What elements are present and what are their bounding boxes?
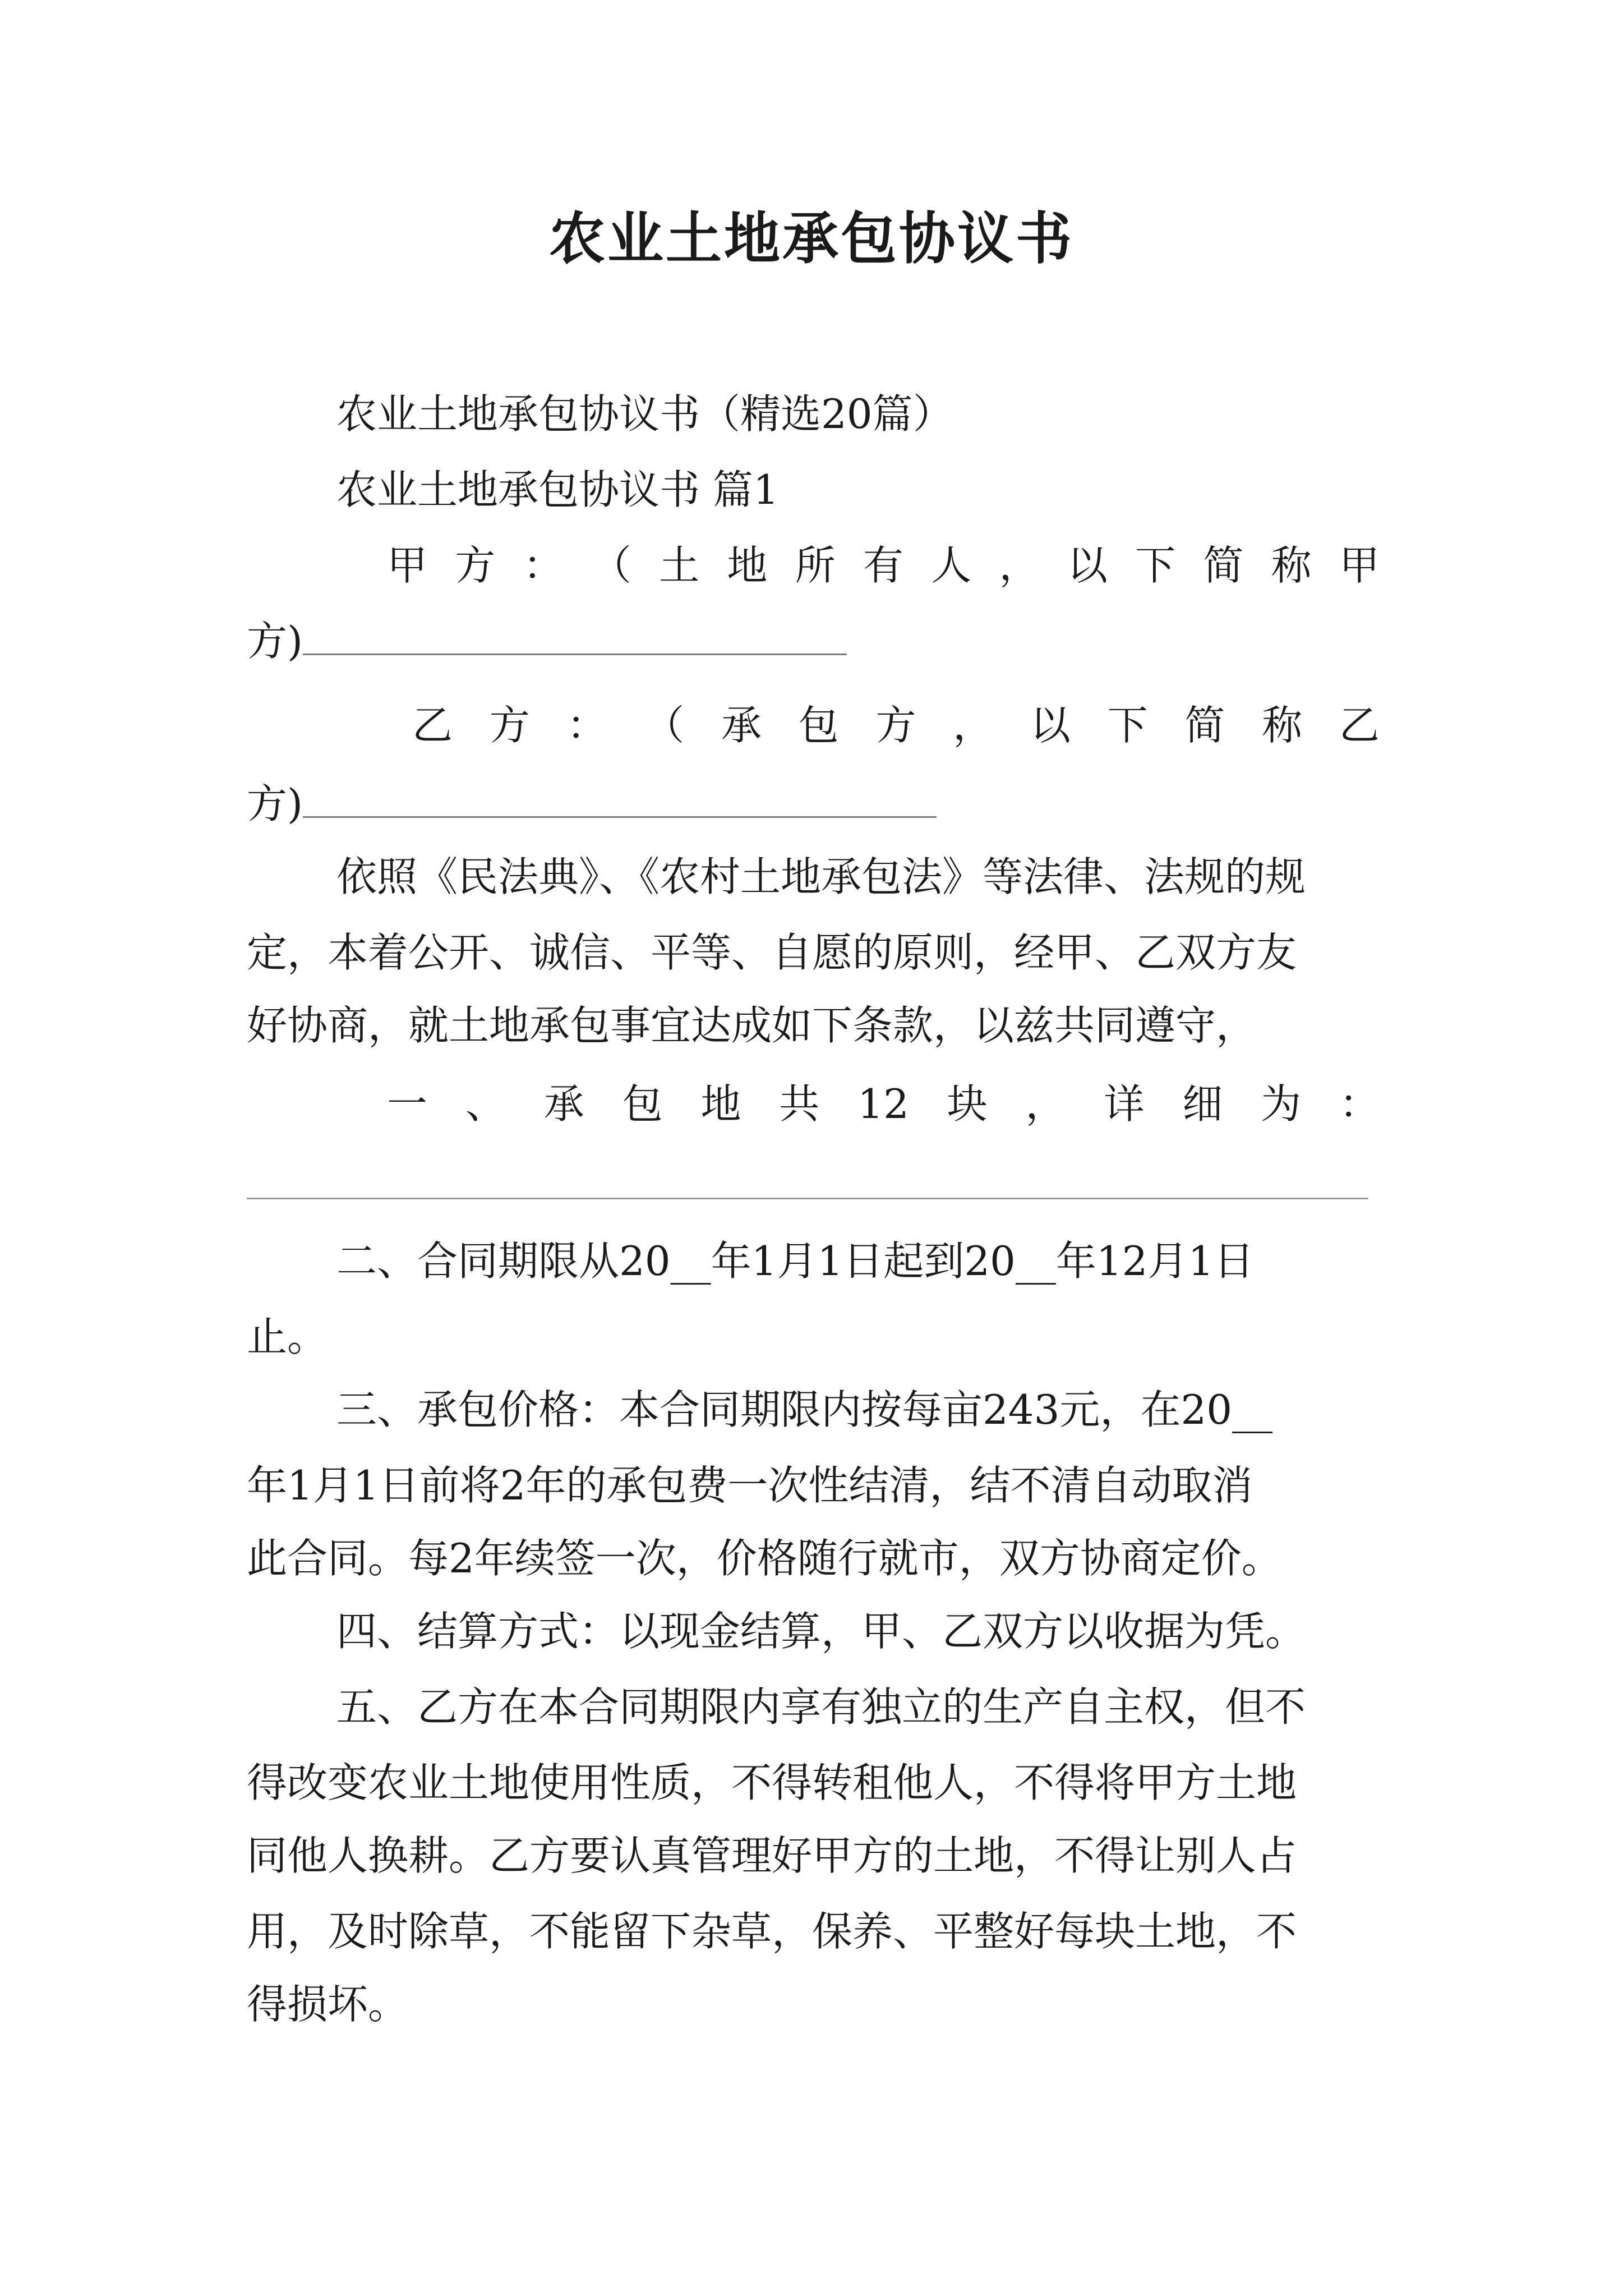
clause-1-blank-line (247, 1198, 1368, 1199)
clause-1-char: 12 (857, 1080, 909, 1128)
party-b-cont-text: 方) (247, 780, 303, 827)
party-a-continuation (247, 614, 847, 668)
clause-1-char: 包 (622, 1080, 663, 1128)
clause-2-line-2: 止。 (247, 1313, 328, 1360)
clause-1-char: 地 (700, 1080, 741, 1128)
party-a-char: 简 (1203, 542, 1244, 589)
party-b-char: 以 (1030, 702, 1071, 749)
clause-1-char: 块 (947, 1080, 988, 1128)
clause-5-line-3: 同他人换耕。乙方要认真管理好甲方的土地，不得让别人占 (247, 1832, 1297, 1879)
party-b-char: 承 (721, 702, 762, 749)
party-b-char: 包 (798, 702, 839, 749)
intro-line-1: 依照《民法典》、《农村土地承包法》等法律、法规的规 (336, 853, 1306, 900)
party-a-char: 甲 (1339, 542, 1380, 589)
clause-4-line: 四、结算方式：以现金结算，甲、乙双方以收据为凭。 (336, 1608, 1306, 1655)
clause-5-line-2: 得改变农业土地使用性质，不得转租他人，不得将甲方土地 (247, 1759, 1297, 1806)
party-a-line (387, 539, 1380, 592)
party-a-char: 下 (1135, 542, 1176, 589)
clause-1-char: 为 (1261, 1080, 1302, 1128)
clause-1-char: 详 (1104, 1080, 1145, 1128)
clause-3-line-2: 年1月1日前将2年的承包费一次性结清，结不清自动取消 (247, 1462, 1253, 1509)
party-a-char: 人 (931, 542, 972, 589)
section-heading: 农业土地承包协议书 篇1 (336, 466, 779, 513)
party-b-char: 下 (1107, 702, 1148, 749)
intro-line-3: 好协商，就土地承包事宜达成如下条款，以兹共同遵守， (247, 1002, 1257, 1049)
party-a-char: ， (999, 542, 1040, 589)
clause-1-char: 细 (1182, 1080, 1223, 1128)
clause-2-line-1: 二、合同期限从20__年1月1日起到20__年12月1日 (336, 1237, 1255, 1285)
party-b-char: 方 (875, 702, 916, 749)
party-b-char: ， (953, 702, 994, 749)
party-b-continuation (247, 777, 937, 831)
party-b-char: （ (644, 702, 685, 749)
party-a-char: 甲 (387, 542, 428, 589)
party-b-char: 乙 (412, 702, 453, 749)
party-b-char: 称 (1262, 702, 1303, 749)
party-a-char: 地 (727, 542, 768, 589)
party-b-blank (303, 777, 937, 818)
party-a-char: 称 (1271, 542, 1312, 589)
clause-1-char: ， (1025, 1080, 1066, 1128)
party-a-char: 土 (659, 542, 700, 589)
party-a-char: ： (523, 542, 564, 589)
party-a-char: （ (591, 542, 631, 589)
intro-line-2: 定，本着公开、诚信、平等、自愿的原则，经甲、乙双方友 (247, 929, 1297, 976)
party-b-line (412, 698, 1380, 752)
party-a-char: 以 (1067, 542, 1108, 589)
clause-5-line-5: 得损坏。 (247, 1981, 409, 2028)
clause-5-line-1: 五、乙方在本合同期限内享有独立的生产自主权，但不 (336, 1683, 1306, 1731)
clause-1-char: ： (1339, 1080, 1380, 1128)
clause-1-char: 一 (387, 1080, 428, 1128)
clause-1-char: 共 (779, 1080, 820, 1128)
party-b-char: ： (566, 702, 607, 749)
party-a-char: 有 (863, 542, 903, 589)
clause-3-line-1: 三、承包价格：本合同期限内按每亩243元，在20__ (336, 1386, 1273, 1433)
document-title: 农业土地承包协议书 (549, 205, 1074, 272)
clause-3-line-3: 此合同。每2年续签一次，价格随行就市，双方协商定价。 (247, 1535, 1282, 1582)
clause-5-line-4: 用，及时除草，不能留下杂草，保养、平整好每块土地，不 (247, 1908, 1297, 1955)
party-b-char: 乙 (1339, 702, 1380, 749)
party-b-char: 方 (489, 702, 530, 749)
party-a-cont-text: 方) (247, 618, 303, 665)
party-b-char: 简 (1184, 702, 1225, 749)
party-a-char: 所 (795, 542, 836, 589)
clause-1-char: 承 (543, 1080, 584, 1128)
document-subtitle: 农业土地承包协议书（精选20篇） (336, 390, 953, 438)
clause-1-line (387, 1077, 1380, 1131)
party-a-char: 方 (455, 542, 496, 589)
clause-1-char: 、 (465, 1080, 506, 1128)
party-a-blank (303, 614, 847, 655)
